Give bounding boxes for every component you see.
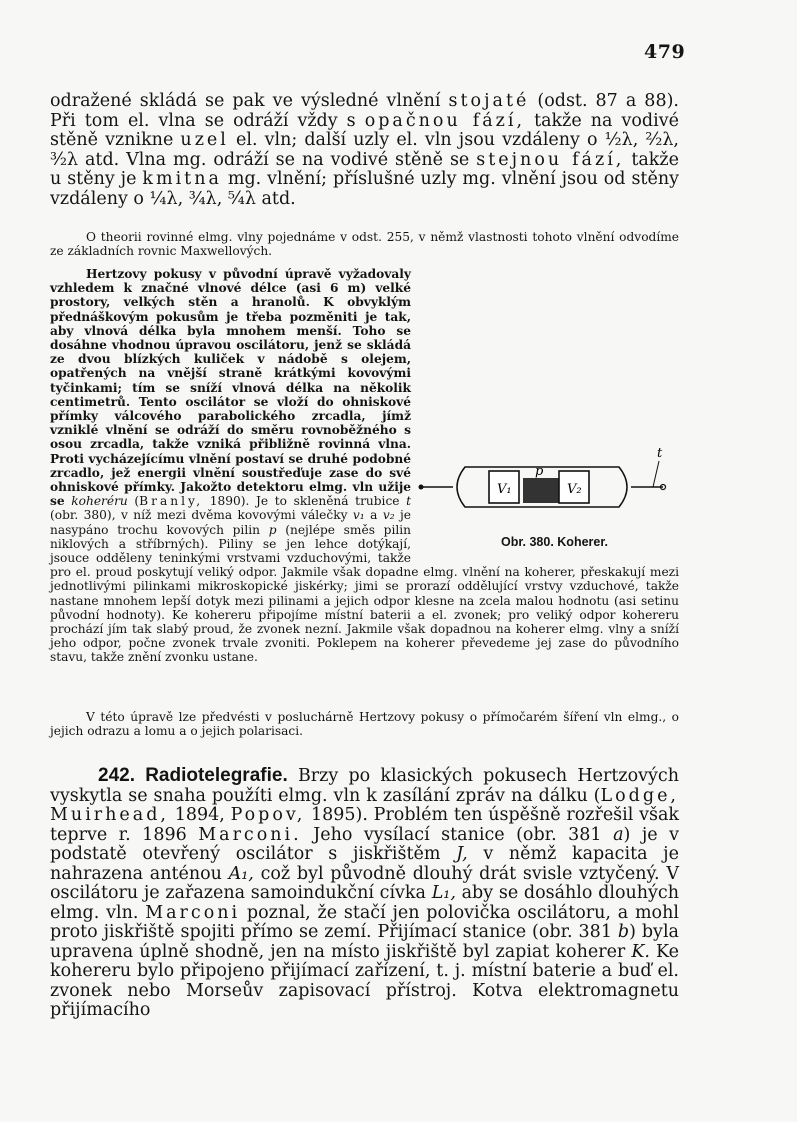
figure-caption: Obr. 380. Koherer. — [501, 535, 608, 549]
paragraph-standing-waves: odražené skládá se pak ve výsledné vlnění stojaté (odst. 87 a 88). Při tom el. vlna se odráží vždy s opačnou fází, takže na vodivé stěně vznikne uzel el. vln; další uzly el. vln jsou vzdáleny o ½λ, ²⁄₂λ, ³⁄₂λ atd. Vlna mg. odráží se na vodivé stěně se stejnou fází, takže u stěny je kmitna mg. vlnění; příslušné uzly mg. vlnění jsou od stěny vzdáleny o ¼λ, ¾λ, ⁵⁄₄λ atd. — [50, 91, 679, 209]
page-number: 479 — [644, 41, 686, 63]
paragraph-theory-note: O theorii rovinné elmg. vlny pojednáme v odst. 255, v němž vlastnosti tohoto vlnění odvodíme ze základních rovnic Maxwellových. — [50, 230, 679, 259]
section-radiotelegraphy: 242. Radiotelegrafie. Brzy po klasických pokusech Hertzových vyskytla se snaha použíti elmg. vln k zasílání zpráv na dálku (Lodge, Muirhead, 1894, Popov, 1895). Problém ten úspěšně rozřešil však teprve r. 1896 Marconi. Jeho vysílací stanice (obr. 381 a) je v podstatě otevřený oscilátor s jiskřištěm J, v němž kapacita je nahrazena anténou A₁, což byl původně dlouhý drát svisle vztyčený. V oscilátoru je zařazena samoindukční cívka L₁, aby se dosáhlo dlouhých elmg. vln. Marconi poznal, že stačí jen polovička oscilátoru, a mohl proto jiskřiště spojiti přímo se zemí. Přijímací stanice (obr. 381 b) byla upravena úplně shodně, jen na místo jiskřiště byl zapiat koherer K. Ke kohereru bylo připojeno přijímací zařízení, t. j. místní baterie a buď el. zvonek nebo Morseův zapisovací přístroj. Kotva elektromagnetu přijímacího — [50, 765, 679, 1020]
paragraph-hertz-experiments: V₁ V₂ p t Obr. 380. Koherer. Hertzovy pokusy v původní úpravě vyžadovaly vzhledem k značné vlnové délce (asi 6 m) velké prostory, velkých stěn a hranolů. K obvyklým přednáškovým pokusům je třeba pozměniti je tak, aby vlnová délka byla mnohem menší. Toho se dosáhne vhodnou úpravou oscilátoru, jenž se skládá ze dvou blízkých kuliček v nádobě s olejem, opatřených na vnější straně krátkými kovovými tyčinkami; tím se sníží vlnová délka na několik centimetrů. Tento oscilátor se vloží do ohniskové přímky válcového parabolického zrcadla, jímž vzniklé vlnění se odráží do směru rovnoběžného s osou zrcadla, takže vzniká přibližně rovinná vlna. Proti vycházejícímu vlnění postaví se druhé podobné zrcadlo, jež energii vlnění soustřeďuje zase do své ohniskové přímky. Jakožto detektoru elmg. vln užije se koheréru (Branly, 1890). Je to skleněná trubice t (obr. 380), v níž mezi dvěma kovovými válečky v₁ a v₂ je nasypáno trochu kovových pilin p (nejlépe směs pilin niklových a stříbrných). Piliny se jen lehce dotýkají, jsouce odděleny teninkými vrstvami vzduchovými, takže pro el. proud poskytují veliký odpor. Jakmile však dopadne elmg. vlnění na koherer, přeskakují mezi jednotlivými pilinkami mikroskopické jiskérky; jimi se prorazí oddělující vrstvy vzduchové, takže nastane mnohem lepší dotyk mezi pilinami a jejich odpor klesne na zcela malou hodnotu (asi setinu původní hodnoty). Ke kohereru připojíme místní baterii a el. zvonek; pro veliký odpor kohereru prochází jím tak slabý proud, že zvonek nezní. Jakmile však dopadnou na koherer elmg. vlny a sníží jeho odpor, počne zvonek trvale zvoniti. Poklepem na koherer převedeme jej zase do původního stavu, takže znění zvonku ustane. — [50, 267, 679, 665]
pointer-t — [653, 461, 659, 487]
section-title: Radiotelegrafie. — [145, 765, 288, 786]
section-number: 242. — [98, 765, 135, 786]
label-v2: V₂ — [567, 482, 582, 497]
coherer-diagram — [417, 437, 679, 527]
label-v1: V₁ — [497, 482, 512, 497]
metal-filings — [523, 478, 559, 503]
terminal-left — [419, 485, 424, 490]
figure-coherer — [417, 437, 679, 562]
paragraph-demonstration: V této úpravě lze předvésti v posluchárně Hertzovy pokusy o přímočarém šíření vln elmg., o jejich odrazu a lomu a o jejich polarisaci. — [50, 710, 679, 739]
label-t: t — [657, 446, 663, 461]
label-p: p — [535, 464, 544, 479]
